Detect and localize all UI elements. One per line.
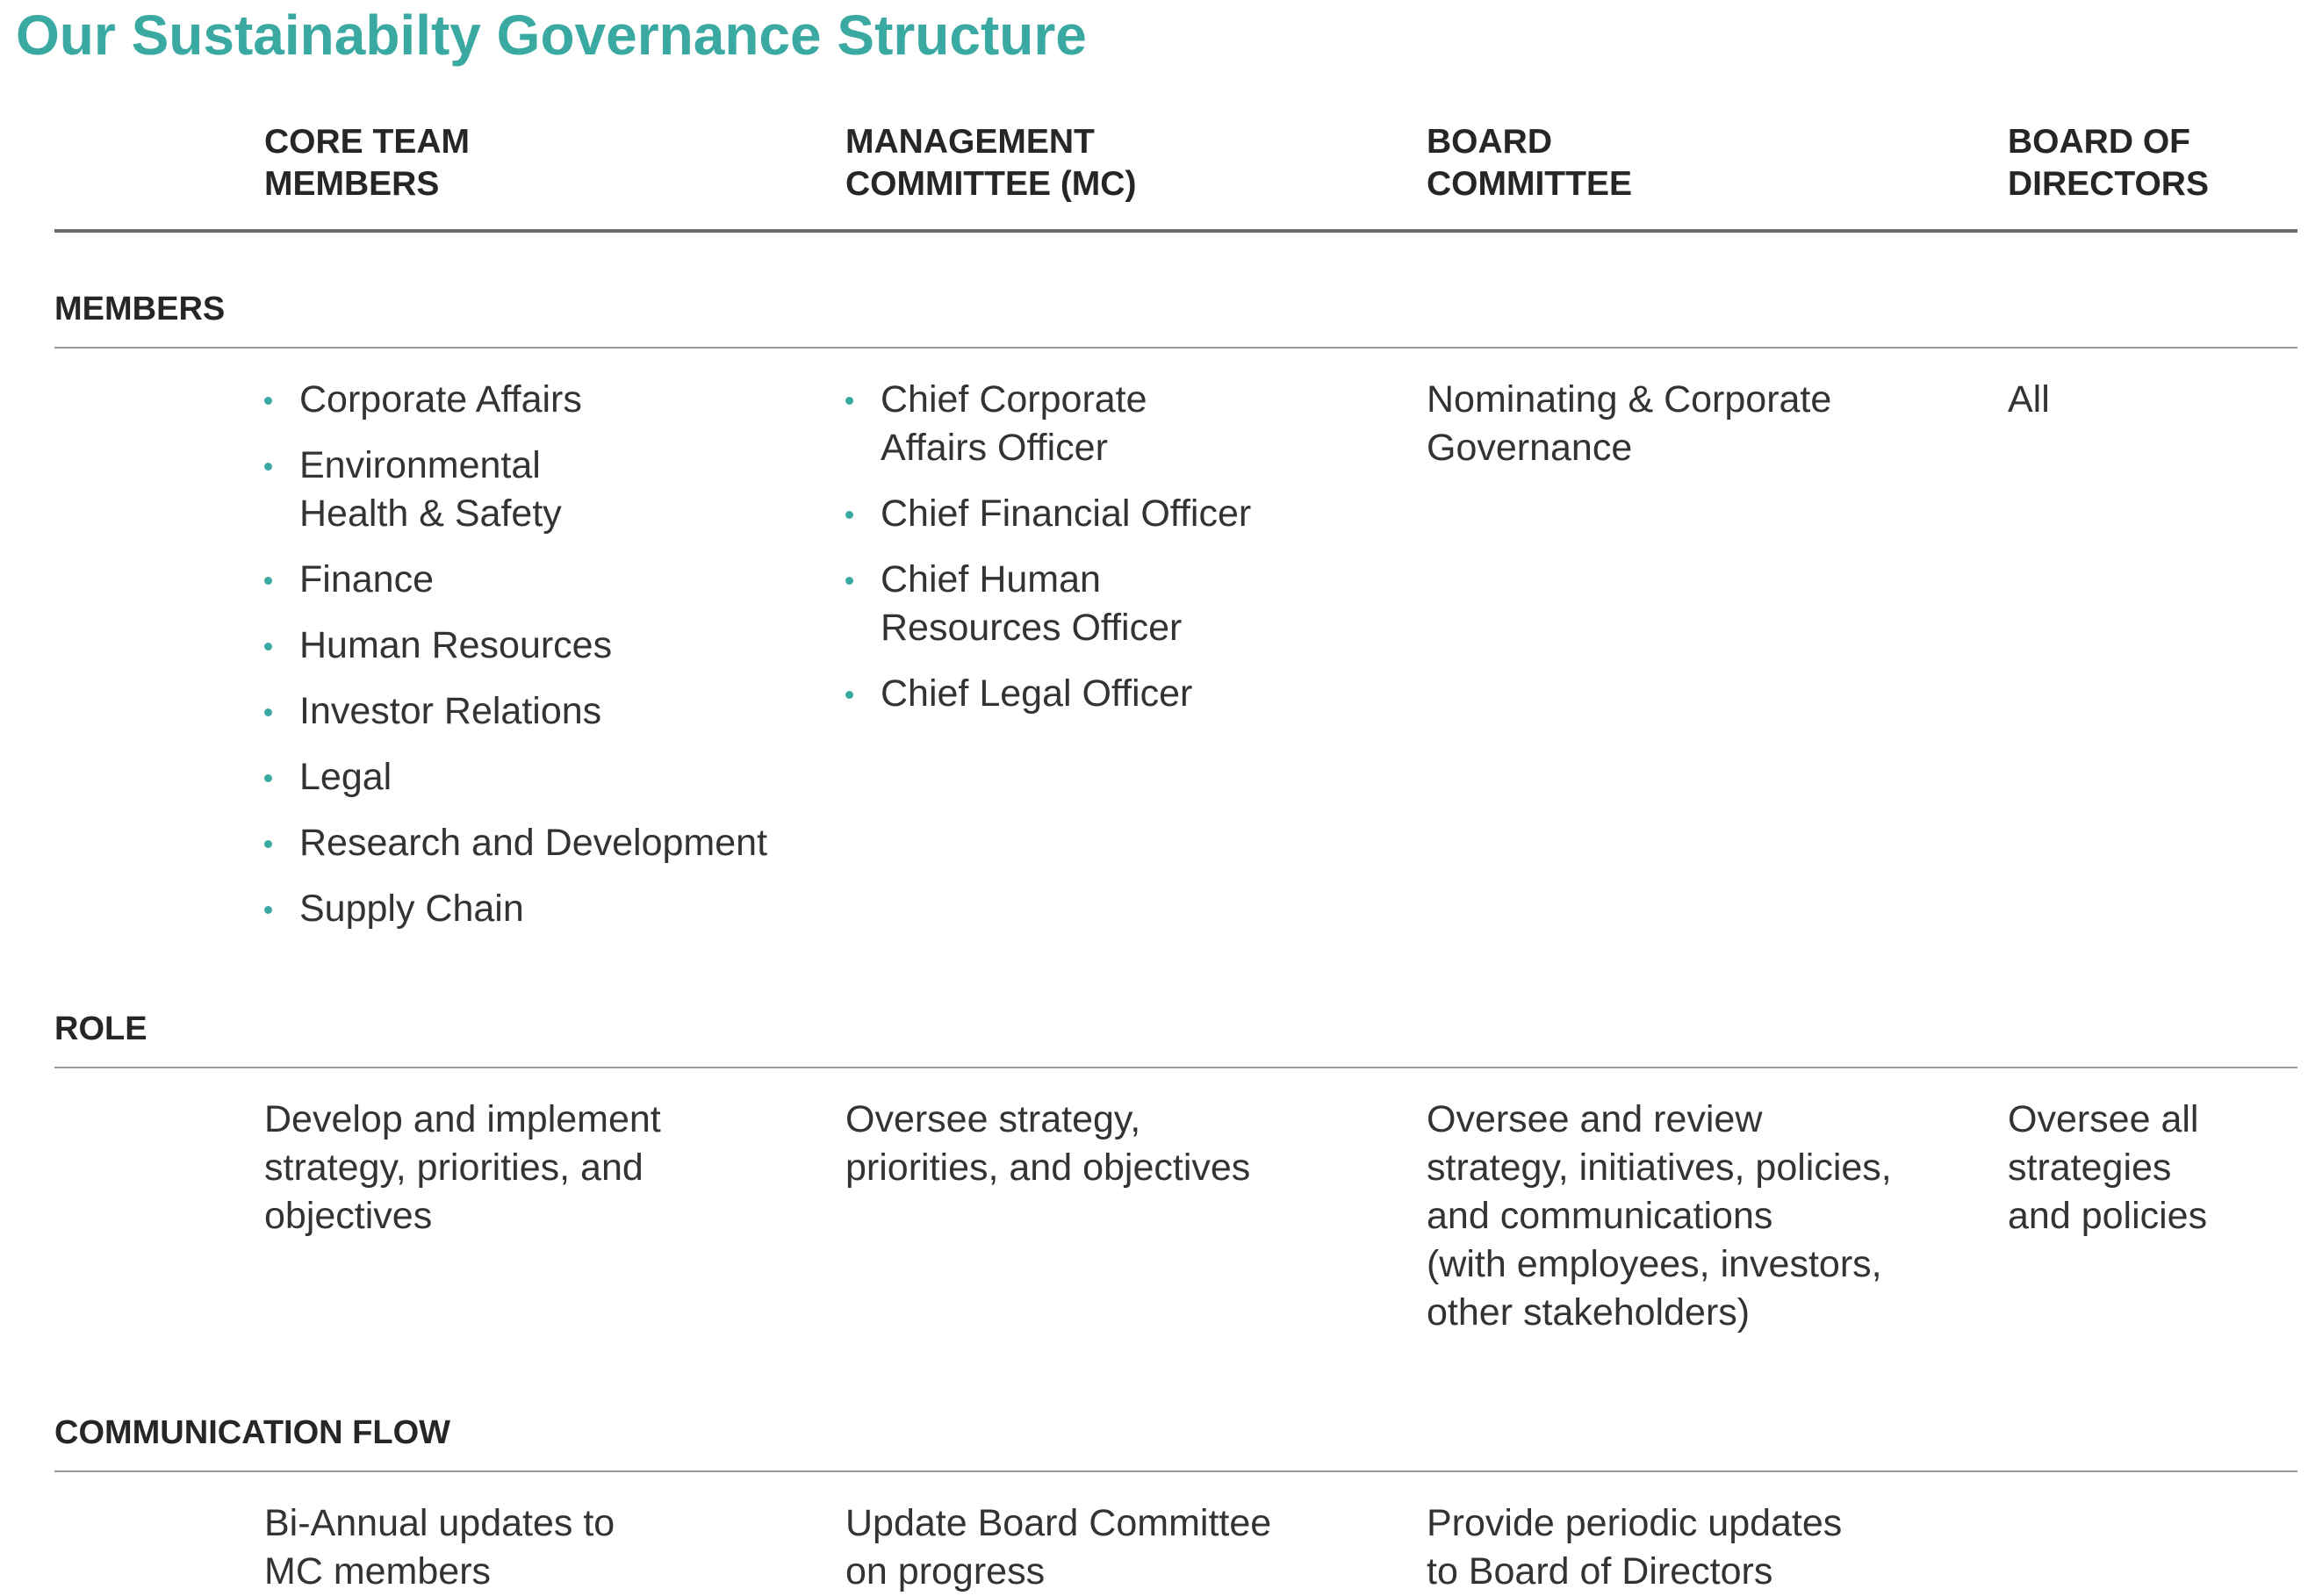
list-item: Supply Chain <box>264 885 826 933</box>
list-item: Finance <box>264 556 826 604</box>
list-item: Legal <box>264 753 826 802</box>
communication-flow-board-committee: Provide periodic updates to Board of Directors <box>1427 1502 1843 1592</box>
header-divider <box>54 229 2297 233</box>
list-item: Corporate Affairs <box>264 376 826 424</box>
bullet-dot-icon <box>264 906 272 914</box>
column-header-management-committee: MANAGEMENT COMMITTEE (MC) <box>845 123 1137 203</box>
role-management-committee: Oversee strategy, priorities, and objectives <box>845 1098 1251 1189</box>
list-item: Research and Development <box>264 819 826 867</box>
bullet-dot-icon <box>845 577 853 585</box>
members-core-team-list <box>264 376 826 951</box>
list-item: Investor Relations <box>264 687 826 736</box>
column-header-core-team: CORE TEAM MEMBERS <box>264 123 470 203</box>
section-label-role: ROLE <box>54 1010 147 1047</box>
bullet-dot-icon <box>845 397 853 405</box>
bullet-dot-icon <box>264 774 272 782</box>
bullet-dot-icon <box>264 840 272 848</box>
column-header-board-of-directors: BOARD OF DIRECTORS <box>2008 123 2209 203</box>
bullet-dot-icon <box>264 708 272 716</box>
list-item: Environmental Health & Safety <box>264 442 826 538</box>
members-management-committee-list <box>845 376 1407 736</box>
bullet-dot-icon <box>264 577 272 585</box>
role-divider <box>54 1067 2297 1068</box>
bullet-dot-icon <box>264 643 272 651</box>
bullet-dot-icon <box>845 691 853 699</box>
bullet-dot-icon <box>264 463 272 471</box>
communication-flow-divider <box>54 1470 2297 1472</box>
members-divider <box>54 347 2297 349</box>
role-board-committee: Oversee and review strategy, initiatives, policies, and communications (with employees, investors, other stakeholders) <box>1427 1098 1892 1334</box>
communication-flow-core-team: Bi-Annual updates to MC members <box>264 1502 615 1592</box>
section-label-members: MEMBERS <box>54 291 226 327</box>
bullet-dot-icon <box>845 511 853 519</box>
members-board-of-directors: All <box>2008 378 2050 421</box>
communication-flow-management-committee: Update Board Committee on progress <box>845 1502 1272 1592</box>
role-board-of-directors: Oversee all strategies and policies <box>2008 1098 2208 1237</box>
list-item: Human Resources <box>264 622 826 670</box>
role-core-team: Develop and implement strategy, priorities, and objectives <box>264 1098 661 1237</box>
bullet-dot-icon <box>264 397 272 405</box>
page-title: Our Sustainabilty Governance Structure <box>16 4 1087 67</box>
list-item: Chief Human Resources Officer <box>845 556 1407 652</box>
column-header-board-committee: BOARD COMMITTEE <box>1427 123 1632 203</box>
list-item: Chief Legal Officer <box>845 670 1407 718</box>
list-item: Chief Financial Officer <box>845 490 1407 538</box>
list-item: Chief Corporate Affairs Officer <box>845 376 1407 472</box>
members-board-committee: Nominating & Corporate Governance <box>1427 378 1832 469</box>
section-label-communication-flow: COMMUNICATION FLOW <box>54 1414 450 1451</box>
